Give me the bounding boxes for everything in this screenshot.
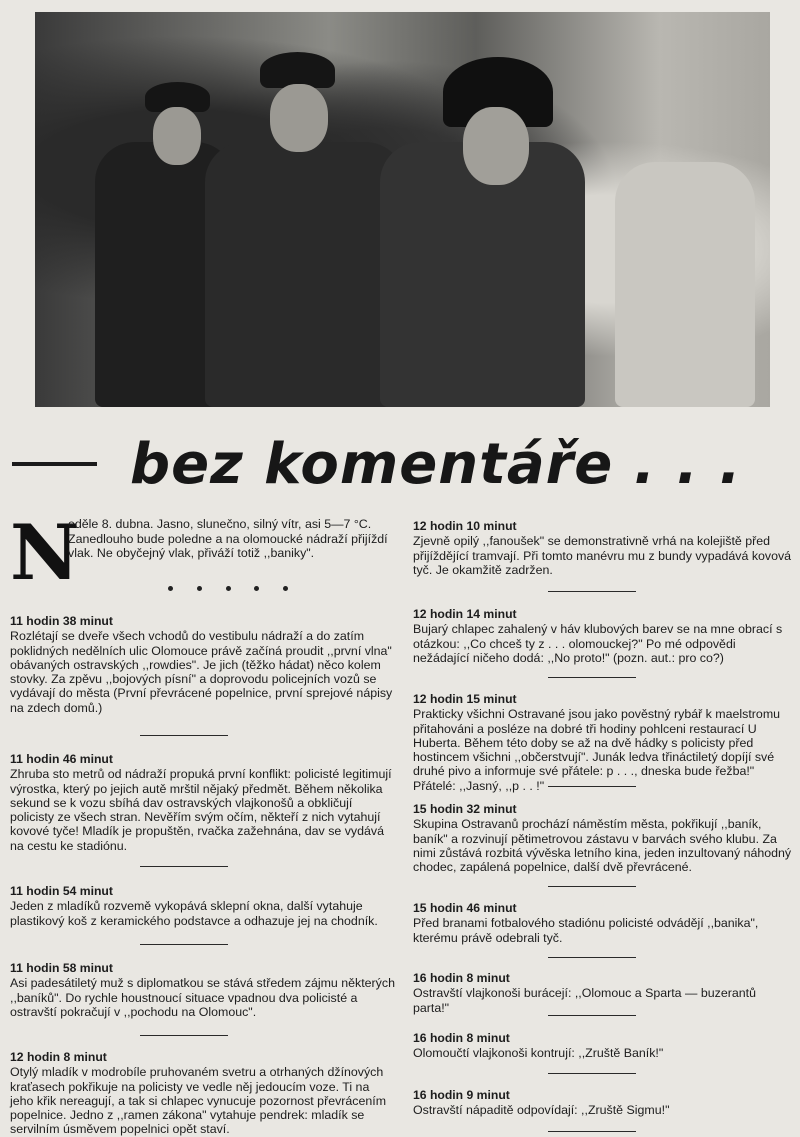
timeline-entry — [413, 901, 793, 945]
entry-time: 11 hodin 58 minut — [10, 961, 113, 975]
separator-line — [548, 1015, 636, 1016]
timeline-entry — [10, 961, 395, 1019]
entry-time: 16 hodin 8 minut — [413, 971, 510, 985]
divider-dot — [283, 586, 288, 591]
separator-line — [548, 677, 636, 678]
entry-text: Skupina Ostravanů prochází náměstím města, pokřikují ,,baník, baník" a rozvinují pětimetrovou zástavu v barvách svého klubu. Za nimi zůstává rozbitá vývěska letního kina, jeden inzultovaný náhodný chodec, zapálená popelnice, další dvě převrácené. — [413, 817, 792, 875]
entry-text: Před branami fotbalového stadiónu policisté odvádějí ,,banika", kterému právě odebrali tyč. — [413, 916, 759, 945]
dot-divider — [168, 586, 288, 591]
separator-line — [140, 866, 228, 867]
entry-time: 15 hodin 32 minut — [413, 802, 517, 816]
entry-text: Otylý mladík v modrobíle pruhovaném svetru a otrhaných džínových kraťasech pokřikuje na policisty ve vedle něj jedoucím voze. Ti na jeho křik nereagují, a tak si chlapec vynucuje pozornost převrácením popelnice. Jedno z ,,ramen zákona" vytahuje pendrek: mladík se servilním úsměvem popelnici opět staví. — [10, 1065, 387, 1137]
divider-dot — [168, 586, 173, 591]
timeline-entry — [413, 802, 793, 874]
entry-time: 11 hodin 54 minut — [10, 884, 113, 898]
headline: bez komentáře . . . — [130, 432, 742, 497]
timeline-entry — [413, 1031, 793, 1061]
divider-dot — [226, 586, 231, 591]
entry-time: 16 hodin 8 minut — [413, 1031, 510, 1045]
entry-time: 15 hodin 46 minut — [413, 901, 517, 915]
entry-text: Asi padesátiletý muž s diplomatkou se stává středem zájmu některých ,,baníků". Do rychle houstnoucí situace vpadnou dva policisté a ostravští pokračují v ,,pochodu na Olomouc". — [10, 976, 395, 1019]
entry-text: Zjevně opilý ,,fanoušek" se demonstrativně vrhá na kolejiště před přijíždějící tramvají. Při tomto manévru mu z bundy vypadává kovová tyč. Je okamžitě zadržen. — [413, 534, 792, 577]
separator-line — [548, 786, 636, 787]
separator-line — [548, 1131, 636, 1132]
bystander-right — [615, 162, 755, 407]
entry-time: 11 hodin 38 minut — [10, 614, 113, 628]
entry-time: 16 hodin 9 minut — [413, 1088, 510, 1102]
police-cap-center — [260, 52, 335, 88]
entry-text: Jeden z mladíků rozvemě vykopává sklepní okna, další vytahuje plastikový koš z keramického podstavce a odhazuje jej na chodník. — [10, 899, 378, 928]
entry-time: 11 hodin 46 minut — [10, 752, 113, 766]
entry-time: 12 hodin 15 minut — [413, 692, 517, 706]
dropcap-letter: N — [10, 508, 80, 597]
divider-dot — [197, 586, 202, 591]
separator-line — [548, 1073, 636, 1074]
timeline-entry — [413, 971, 793, 1015]
timeline-entry — [10, 884, 395, 928]
separator-line — [548, 957, 636, 958]
entry-text: Bujarý chlapec zahalený v háv klubových barev se na mne obrací s otázkou: ,,Co chceš ty z . . . olomouckej?" Po mé odpovědi nežádající ničeho dodá: ,,No proto!" (pozn. aut.: pro co?) — [413, 622, 783, 665]
separator-line — [140, 735, 228, 736]
entry-text: Ostravští nápaditě odpovídají: ,,Zruště Sigmu!" — [413, 1103, 670, 1118]
separator-line — [140, 944, 228, 945]
title-rule — [12, 462, 97, 466]
entry-text: Ostravští vlajkonoši burácejí: ,,Olomouc a Sparta — buzerantů parta!" — [413, 986, 756, 1015]
separator-line — [140, 1035, 228, 1036]
entry-text: Rozlétají se dveře všech vchodů do vestibulu nádraží a do zatím poklidných nedělních ulic Olomouce právě začíná proudit ,,první vlna" obávaných ostravských ,,rowdies". Je jich (těžko hádat) něco kolem stovky. Za zpěvu ,,bojových písní" a doprovodu policejních vozů se vydávají do města (První převrácené popelnice, první sprejové nápisy na zdech domů.) — [10, 629, 393, 715]
face-left — [153, 107, 201, 165]
timeline-entry — [10, 614, 395, 715]
face-fan — [463, 107, 529, 185]
policeman-center — [205, 142, 405, 407]
timeline-entry — [413, 519, 793, 577]
divider-dot — [254, 586, 259, 591]
entry-time: 12 hodin 8 minut — [10, 1050, 107, 1064]
separator-line — [548, 591, 636, 592]
entry-text: Zhruba sto metrů od nádraží propuká první konflikt: policisté legitimují výrostka, který po jejich autě mrštil nějaký předmět. Během několika sekund se k vozu sbíhá dav ostravských vlajkonošů a obkličují policisty ze všech stran. Nevěřím svým očím, někteří z nich vytahují kovové tyče! Mladík je propuštěn, rvačka zažehnána, dav se vydává na cestu ke stadiónu. — [10, 767, 392, 853]
timeline-entry — [413, 607, 793, 665]
entry-text: Prakticky všichni Ostravané jsou jako pověstný rybář k maelstromu přitahováni a posléze na dobré tři hodiny pohlceni restaurací U Huberta. Během této doby se až na dvě hádky s policisty před hostincem všichni ,,občerstvují". Junák ledva třináctiletý dopíjí své druhé pivo a informuje své přátele: p . . ., dneska bude řežba!" Přátelé: ,,Jasný, ,,p . . !" — [413, 707, 781, 793]
timeline-entry — [413, 692, 793, 793]
separator-line — [548, 886, 636, 887]
news-photo — [35, 12, 770, 407]
entry-time: 12 hodin 14 minut — [413, 607, 517, 621]
entry-text: Olomoučtí vlajkonoši kontrují: ,,Zruště Baník!" — [413, 1046, 664, 1061]
face-center — [270, 84, 328, 152]
timeline-entry — [10, 752, 395, 853]
timeline-entry — [413, 1088, 793, 1118]
entry-time: 12 hodin 10 minut — [413, 519, 517, 533]
intro-paragraph: eděle 8. dubna. Jasno, slunečno, silný vítr, asi 5—7 °C. Zanedlouho bude poledne a na olomoucké nádraží přijíždí vlak. Ne obyčejný vlak, přiváží totiž ,,baniky". — [68, 517, 388, 560]
timeline-entry — [10, 1050, 395, 1137]
